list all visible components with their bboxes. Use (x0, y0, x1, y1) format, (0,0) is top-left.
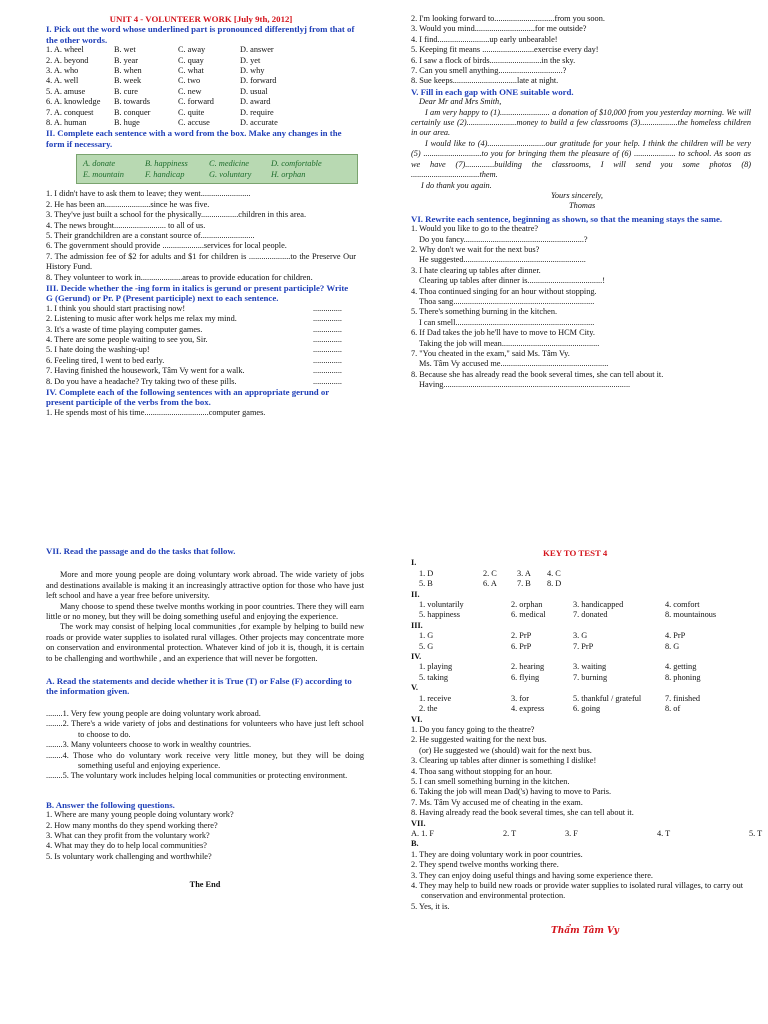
gerund-sentence: 7. Having finished the housework, Tâm Vy went for a walk. (46, 366, 245, 376)
section-1-title: I. Pick out the word whose underlined part is pronounced differentlyj from that of the other words. (46, 24, 355, 45)
key-sentence: 5. I can smell something burning in the kitchen. (411, 776, 570, 786)
key-section-label: I. (411, 558, 417, 568)
option: 8. A. human (46, 118, 87, 128)
option: C. quay (178, 55, 204, 65)
option: B. cure (114, 86, 138, 96)
word-box-word: G. voluntary (209, 170, 252, 180)
sentence: 1. He spends most of his time...............................computer games. (46, 407, 266, 417)
key-answer: 6. medical (511, 610, 546, 620)
key-answer: 5. taking (419, 672, 449, 682)
gerund-sentence: 3. It's a waste of time playing computer games. (46, 324, 203, 334)
passage-paragraph: Many choose to spend these twelve months working in poor countries. There they will earn little or no money, but they will be doing something useful and enjoying the experience. (46, 601, 364, 622)
key-row (411, 600, 751, 610)
gerund-row (46, 325, 356, 335)
option: 2. A. beyond (46, 55, 89, 65)
key-section-label: II. (411, 589, 420, 599)
option: D. answer (240, 45, 274, 55)
key-answer: 7. B (517, 579, 531, 589)
rewrite-answer: Do you fancy..........................................................? (419, 234, 588, 244)
sentence: 1. I didn't have to ask them to leave; they went........................ (46, 189, 251, 199)
sentence: 4. I find.........................up early unbearable! (411, 34, 558, 44)
rewrite-answer: Thoa sang.................................................................... (419, 296, 595, 306)
key-answer: 3. waiting (573, 662, 607, 672)
key-section-label: B. (411, 839, 419, 849)
gerund-row (46, 335, 356, 345)
option-row (46, 108, 356, 118)
key-sentence: 3. Clearing up tables after dinner is something I dislike! (411, 756, 597, 766)
key-answer: 5. T (749, 828, 763, 838)
rewrite-answer: I can smell................................................................... (419, 317, 595, 327)
passage (46, 570, 364, 664)
answer-blank: .............. (312, 355, 342, 365)
section-3-items (46, 304, 356, 387)
left-bottom-column (46, 546, 364, 891)
option: C. two (178, 76, 201, 86)
option-row (46, 66, 356, 76)
true-false-item: ........4. Those who do voluntary work receive very little money, but they will be doing something useful and enjoying experience. (46, 750, 364, 770)
true-false-item: ........3. Many volunteers choose to work in wealthy countries. (46, 740, 252, 750)
letter-closing: Yours sincerely, (551, 190, 603, 200)
key-sentence: 4. Thoa sang without stopping for an hour. (411, 766, 553, 776)
section-6-items (411, 224, 751, 391)
key-section-label: VI. (411, 714, 423, 724)
option: 6. A. knowledge (46, 97, 101, 107)
key-answer: 3. for (511, 693, 529, 703)
key-answer: 3. handicapped (573, 600, 624, 610)
key-answer: 1. receive (419, 693, 452, 703)
answer-blank: .............. (312, 345, 342, 355)
option: B. when (114, 66, 142, 76)
gerund-row (46, 314, 356, 324)
option: D. require (240, 107, 274, 117)
rewrite-answer: Ms. Tâm Vy accused me.................................................... (419, 359, 609, 369)
key-answer: 4. getting (665, 662, 697, 672)
word-box-word: A. donate (83, 159, 116, 169)
key-answer: 1. D (419, 568, 434, 578)
key-row (411, 704, 751, 714)
true-false-item: ........2. There's a wide variety of jobs and destinations for volunteers who have just left school to choose to do. (46, 719, 364, 739)
section-5-title: V. Fill in each gap with ONE suitable word. (411, 86, 574, 97)
gerund-sentence: 5. I hate doing the washing-up! (46, 345, 150, 355)
key-answer: A. 1. F (411, 828, 435, 838)
part-b-title: B. Answer the following questions. (46, 799, 175, 810)
question: 3. What can they profit from the voluntary work? (46, 830, 210, 840)
key-answer: 8. G (665, 641, 680, 651)
answer-blank: .............. (312, 376, 342, 386)
key-answer: 7. donated (573, 610, 608, 620)
gerund-row (46, 345, 356, 355)
word-box (76, 154, 358, 184)
key-answer: 5. happiness (419, 610, 461, 620)
word-box-word: H. orphan (271, 170, 306, 180)
sentence: 3. Would you mind.............................for me outside? (411, 24, 587, 34)
option: 4. A. well (46, 76, 79, 86)
option: D. forward (240, 76, 277, 86)
answer-blank: .............. (312, 314, 342, 324)
key-answer: 5. G (419, 641, 434, 651)
section-7-title: VII. Read the passage and do the tasks that follow. (46, 546, 236, 556)
key-answer: 4. PrP (665, 631, 686, 641)
letter-name: Thomas (569, 201, 596, 211)
question: 4. What may they do to help local communities? (46, 841, 207, 851)
key-section-label: III. (411, 620, 423, 630)
key-answer: 5. B (419, 579, 433, 589)
option: D. usual (240, 86, 268, 96)
option: D. award (240, 97, 271, 107)
sentence: 2. I'm looking forward to.............................from you soon. (411, 14, 605, 23)
sentence: 8. They volunteer to work in....................areas to provide education for children. (46, 272, 313, 282)
key-row (411, 579, 751, 589)
signature: Thẩm Tâm Vy (551, 926, 619, 937)
rewrite-prompt: 7. "You cheated in the exam," said Ms. Tâm Vy. (411, 349, 570, 358)
key-answer: 8. mountainous (665, 610, 717, 620)
option: C. what (178, 66, 204, 76)
option: B. year (114, 55, 138, 65)
key-section-label: VII. (411, 818, 426, 828)
key-answer: 8. of (665, 704, 681, 714)
letter-thanks: I do thank you again. (421, 180, 492, 190)
rewrite-prompt: 2. Why don't we wait for the next bus? (411, 244, 540, 254)
key-title: KEY TO TEST 4 (543, 548, 608, 558)
key-sentence: 7. Ms. Tâm Vy accused me of cheating in the exam. (411, 797, 583, 807)
option-row (46, 56, 356, 66)
option: 5. A. amuse (46, 86, 86, 96)
key-row (411, 631, 751, 641)
section-2-title: II. Complete each sentence with a word from the box. Make any changes in the form if necessary. (46, 128, 342, 149)
option-row (46, 87, 356, 97)
gerund-sentence: 1. I think you should start practising now! (46, 303, 186, 313)
option: B. towards (114, 97, 150, 107)
section-4-title: IV. Complete each of the following sentences with an appropriate gerund or present participle of the verbs from the box. (46, 387, 329, 408)
sentence: 3. They've just built a school for the physically..................children in this area. (46, 210, 307, 220)
true-false-item: ........5. The voluntary work includes helping local communities or protecting environment. (46, 771, 348, 781)
key-row (411, 694, 751, 704)
answer-blank: .............. (312, 334, 342, 344)
key-answer: 6. PrP (511, 641, 532, 651)
passage-paragraph: More and more young people are doing voluntary work abroad. The wide variety of jobs and destinations available is making it an increasingly attractive option for those who have just left school and have a year free before university. (46, 570, 364, 601)
part-a-items (46, 709, 364, 782)
key-section-label: IV. (411, 652, 422, 662)
word-box-word: B. happiness (145, 159, 188, 169)
sentence: 5. Their grandchildren are a constant source of.......................... (46, 230, 255, 240)
key-sentence: 1. They are doing voluntary work in poor countries. (411, 849, 583, 859)
key-answer: 2. PrP (511, 631, 532, 641)
option-row (46, 45, 356, 55)
rewrite-answer: He suggested........................................................... (419, 255, 586, 265)
key-sentence: 3. They can enjoy doing useful things and having some experience there. (411, 870, 653, 880)
section-4-items-left (46, 408, 356, 418)
sentence: 2. He has been an......................since he was five. (46, 199, 210, 209)
key-row (411, 610, 751, 620)
word-box-word: C. medicine (209, 159, 250, 169)
gerund-row (46, 377, 356, 387)
key-answer: 3. A (517, 568, 531, 578)
key-row (411, 673, 751, 683)
key-answer: 7. finished (665, 693, 701, 703)
rewrite-prompt: 5. There's something burning in the kitchen. (411, 307, 558, 317)
option-row (46, 76, 356, 86)
key-sentence: 4. They may help to build new roads or provide water supplies to isolated rural villages, to carry out conservation and environmental protection. (411, 881, 744, 901)
option: C. quite (178, 107, 205, 117)
key-sentence: 2. He suggested waiting for the next bus. (411, 735, 547, 745)
rewrite-prompt: 4. Thoa continued singing for an hour without stopping. (411, 286, 597, 296)
option-row (46, 118, 356, 128)
key-answer: 4. express (511, 704, 545, 714)
rewrite-prompt: 3. I hate clearing up tables after dinner. (411, 265, 541, 275)
true-false-item: ........1. Very few young people are doing voluntary work abroad. (46, 708, 261, 718)
part-a-title: A. Read the statements and decide whether it is True (T) or False (F) according to the information given. (46, 676, 352, 697)
rewrite-prompt: 1. Would you like to go to the theatre? (411, 224, 539, 234)
option: C. accuse (178, 118, 210, 128)
right-top-column (411, 14, 751, 391)
option: D. why (240, 66, 265, 76)
word-box-word: D. comfortable (271, 159, 322, 169)
answer-blank: .............. (312, 303, 342, 313)
sentence: 5. Keeping fit means .........................exercise every day! (411, 45, 599, 55)
key-answer: 1. voluntarily (419, 600, 464, 610)
key-answer: 4. comfort (665, 600, 700, 610)
sentence: 4. The news brought......................... to all of us. (46, 220, 206, 230)
gerund-sentence: 6. Feeling tired, I went to bed early. (46, 355, 165, 365)
answer-key (411, 558, 763, 912)
key-answer: 3. F (565, 828, 578, 838)
question: 1. Where are many young people doing voluntary work? (46, 810, 234, 820)
key-answer: 4. T (657, 828, 671, 838)
option: B. conquer (114, 107, 151, 117)
key-answer: 5. thankful / grateful (573, 693, 642, 703)
key-row (411, 828, 763, 839)
option: 3. A. who (46, 66, 79, 76)
key-answer: 6. flying (511, 672, 540, 682)
the-end: The End (189, 880, 221, 890)
letter-body-2: I would like to (4)............................our gratitude for your help. I think the children will be very (5) ............................to you for bringing them the pleasure of (6) .................... to school. As soon as we have (7)..............building the classrooms, I will send you some photos (8) .................................them. (411, 138, 751, 180)
option: D. accurate (240, 118, 278, 128)
option: C. new (178, 86, 202, 96)
left-top-column (46, 14, 356, 418)
section-2-items (46, 189, 356, 283)
key-answer: 2. the (419, 704, 438, 714)
key-answer: 7. PrP (573, 641, 594, 651)
word-box-row (83, 158, 351, 169)
question: 5. Is voluntary work challenging and worthwhile? (46, 851, 212, 861)
word-box-word: E. mountain (83, 170, 124, 180)
key-sentence: (or) He suggested we (should) wait for the next bus. (419, 745, 592, 755)
key-sentence: 1. Do you fancy going to the theatre? (411, 724, 535, 734)
sentence: 6. The government should provide ....................services for local people. (46, 241, 287, 251)
key-answer: 8. phoning (665, 672, 701, 682)
option: C. away (178, 45, 206, 55)
key-answer: 2. hearing (511, 662, 545, 672)
sentence: 8. Sue keeps...............................late at night. (411, 76, 559, 86)
word-box-row (83, 169, 351, 180)
part-b-items (46, 810, 364, 862)
letter-body-1: I am very happy to (1)........................ a donation of $10,000 from you yesterday morning. We will certainly use (2)........................money to build a few classrooms (3)..................the homeless children in our area. (411, 107, 751, 138)
key-sentence: 6. Taking the job will mean Dad('s) having to move to Paris. (411, 787, 612, 797)
key-answer: 6. A (483, 579, 497, 589)
rewrite-answer: Taking the job will mean............................................... (419, 338, 600, 348)
key-sentence: 8. Having already read the book several times, she can tell about it. (411, 808, 634, 818)
key-answer: 7. burning (573, 672, 608, 682)
key-sentence: 2. They spend twelve months working there. (411, 860, 559, 870)
option: 1. A. wheel (46, 45, 84, 55)
question: 2. How many months do they spend working there? (46, 820, 218, 830)
key-row (411, 662, 751, 672)
passage-paragraph: The work may consist of helping local communities ,for example by helping to build new roads or provide water supplies to isolated rural villages. Other projects may concentrate more on conservation and environmental protection. Whatever kind of job it is, though, it is certain to be challenging and worthwhile , and an experience that will never be forgotten. (46, 622, 364, 663)
option-row (46, 97, 356, 107)
rewrite-prompt: 6. If Dad takes the job he'll have to move to HCM City. (411, 328, 595, 338)
key-row (411, 642, 751, 652)
word-box-word: F. handicap (145, 170, 185, 180)
sentence: 6. I saw a flock of birds.........................in the sky. (411, 55, 576, 65)
section-4-items-right (411, 14, 751, 87)
key-row (411, 569, 751, 579)
rewrite-prompt: 8. Because she has already read the book several times, she can tell about it. (411, 369, 664, 379)
sentence: 7. Can you smell anything...............................? (411, 66, 567, 76)
key-sentence: 5. Yes, it is. (411, 901, 450, 911)
answer-blank: .............. (312, 366, 342, 376)
unit-title: UNIT 4 - VOLUNTEER WORK [July 9th, 2012] (109, 14, 293, 24)
key-section-label: V. (411, 683, 418, 693)
option: B. wet (114, 45, 136, 55)
gerund-row (46, 366, 356, 376)
gerund-row (46, 304, 356, 314)
answer-blank: .............. (312, 324, 342, 334)
key-answer: 2. T (503, 828, 517, 838)
option: B. week (114, 76, 142, 86)
rewrite-answer: Having.......................................................................................... (419, 380, 631, 390)
option: C. forward (178, 97, 214, 107)
key-answer: 3. G (573, 631, 588, 641)
gerund-sentence: 8. Do you have a headache? Try taking two of these pills. (46, 376, 237, 386)
gerund-sentence: 4. There are some people waiting to see you, Sir. (46, 334, 208, 344)
rewrite-answer: Clearing up tables after dinner is....................................! (419, 276, 605, 286)
gerund-sentence: 2. Listening to music after work helps me relax my mind. (46, 314, 237, 324)
option: B. huge (114, 118, 140, 128)
sentence: 7. The admission fee of $2 for adults and $1 for children is ....................to the Preserve Our History Fund. (46, 251, 356, 272)
section-1-options (46, 45, 356, 128)
key-answer: 8. D (547, 579, 562, 589)
key-answer: 4. C (547, 568, 561, 578)
gerund-row (46, 356, 356, 366)
key-answer: 2. C (483, 568, 497, 578)
option: 7. A. conquest (46, 107, 94, 117)
section-6-title: VI. Rewrite each sentence, beginning as shown, so that the meaning stays the same. (411, 213, 723, 224)
right-bottom-column (411, 548, 763, 937)
option: D. yet (240, 55, 261, 65)
key-answer: 2. orphan (511, 600, 543, 610)
section-3-title: III. Decide whether the -ing form in italics is gerund or present participle? Write G (Gerund) or Pr. P (Present participle) next to each sentence. (46, 282, 349, 304)
key-answer: 1. G (419, 631, 434, 641)
letter-greeting: Dear Mr and Mrs Smith, (419, 97, 502, 107)
key-answer: 1. playing (419, 662, 453, 672)
key-answer: 6. going (573, 704, 601, 714)
